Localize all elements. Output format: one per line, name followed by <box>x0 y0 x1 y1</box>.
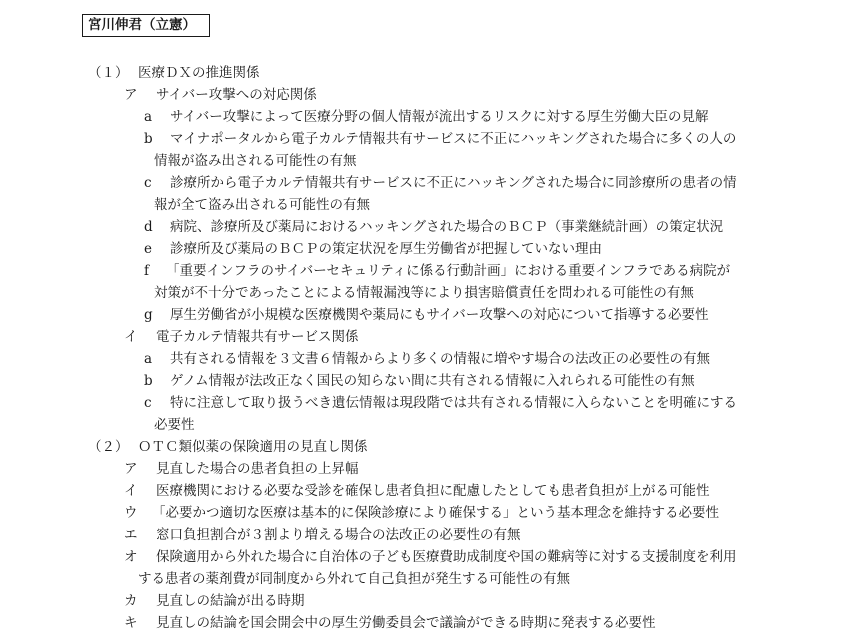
item-label: a <box>144 109 153 125</box>
item-text: 厚生労働省が小規模な医療機関や薬局にもサイバー攻撃への対応について指導する必要性 <box>170 307 709 323</box>
item-label: g <box>144 307 153 323</box>
item-text: 病院、診療所及び薬局におけるハッキングされた場合のＢＣＰ（事業継続計画）の策定状況 <box>170 219 724 235</box>
item-text-continued: 必要性 <box>154 417 195 433</box>
item-label: オ <box>124 549 138 565</box>
item-text: サイバー攻撃によって医療分野の個人情報が流出するリスクに対する厚生労働大臣の見解 <box>170 109 709 125</box>
item-text-continued: 対策が不十分であったことによる情報漏洩等により損害賠償責任を問われる可能性の有無 <box>154 285 694 301</box>
item-text: マイナポータルから電子カルテ情報共有サービスに不正にハッキングされた場合に多くの人の <box>170 131 737 147</box>
section-1-title: 医療ＤＸの推進関係 <box>138 65 260 81</box>
item-text-continued: 報が全て盗み出される可能性の有無 <box>154 197 370 213</box>
item-text: 保険適用から外れた場合に自治体の子ども医療費助成制度や国の難病等に対する支援制度を利用 <box>156 549 737 565</box>
section-2-number: （２） <box>88 439 129 455</box>
item-label: b <box>144 131 153 147</box>
item-text-continued: する患者の薬剤費が同制度から外れて自己負担が発生する可能性の有無 <box>138 571 570 587</box>
subsection-i-label: イ <box>124 329 138 345</box>
section-1-number: （１） <box>88 65 129 81</box>
item-label: ウ <box>124 505 138 521</box>
item-text: 共有される情報を３文書６情報からより多くの情報に増やす場合の法改正の必要性の有無 <box>170 351 710 367</box>
item-label: カ <box>124 593 138 609</box>
item-text: 特に注意して取り扱うべき遺伝情報は現段階では共有される情報に入らないことを明確にする <box>170 395 737 411</box>
item-text: 診療所及び薬局のＢＣＰの策定状況を厚生労働省が把握していない理由 <box>170 241 602 257</box>
item-text: 「重要インフラのサイバーセキュリティに係る行動計画」における重要インフラである病院が <box>166 263 731 279</box>
item-label: c <box>144 395 152 411</box>
item-text: 医療機関における必要な受診を確保し患者負担に配慮したとしても患者負担が上がる可能性 <box>156 483 710 499</box>
item-text: 見直しの結論を国会開会中の厚生労働委員会で議論ができる時期に発表する必要性 <box>156 615 656 631</box>
item-text: ゲノム情報が法改正なく国民の知らない間に共有される情報に入れられる可能性の有無 <box>170 373 695 389</box>
item-text: 見直した場合の患者負担の上昇幅 <box>156 461 359 477</box>
item-text: 診療所から電子カルテ情報共有サービスに不正にハッキングされた場合に同診療所の患者の情 <box>170 175 737 191</box>
item-label: b <box>144 373 153 389</box>
item-text-continued: 情報が盗み出される可能性の有無 <box>154 153 357 169</box>
item-label: エ <box>124 527 138 543</box>
item-label: キ <box>124 615 138 631</box>
questioner-name-box: 宮川伸君（立憲） <box>82 14 210 37</box>
item-label: a <box>144 351 153 367</box>
subsection-a-title: サイバー攻撃への対応関係 <box>156 87 317 103</box>
item-label: e <box>144 241 152 257</box>
item-text: 「必要かつ適切な医療は基本的に保険診療により確保する」という基本理念を維持する必要性 <box>152 505 719 521</box>
item-label: ア <box>124 461 138 477</box>
item-label: c <box>144 175 152 191</box>
item-label: イ <box>124 483 138 499</box>
item-text: 窓口負担割合が３割より増える場合の法改正の必要性の有無 <box>156 527 521 543</box>
item-label: d <box>144 219 153 235</box>
item-label: f <box>144 263 149 279</box>
section-2-title: ＯＴＣ類似薬の保険適用の見直し関係 <box>138 439 368 455</box>
subsection-a-label: ア <box>124 87 138 103</box>
subsection-i-title: 電子カルテ情報共有サービス関係 <box>156 329 359 345</box>
item-text: 見直しの結論が出る時期 <box>156 593 305 609</box>
